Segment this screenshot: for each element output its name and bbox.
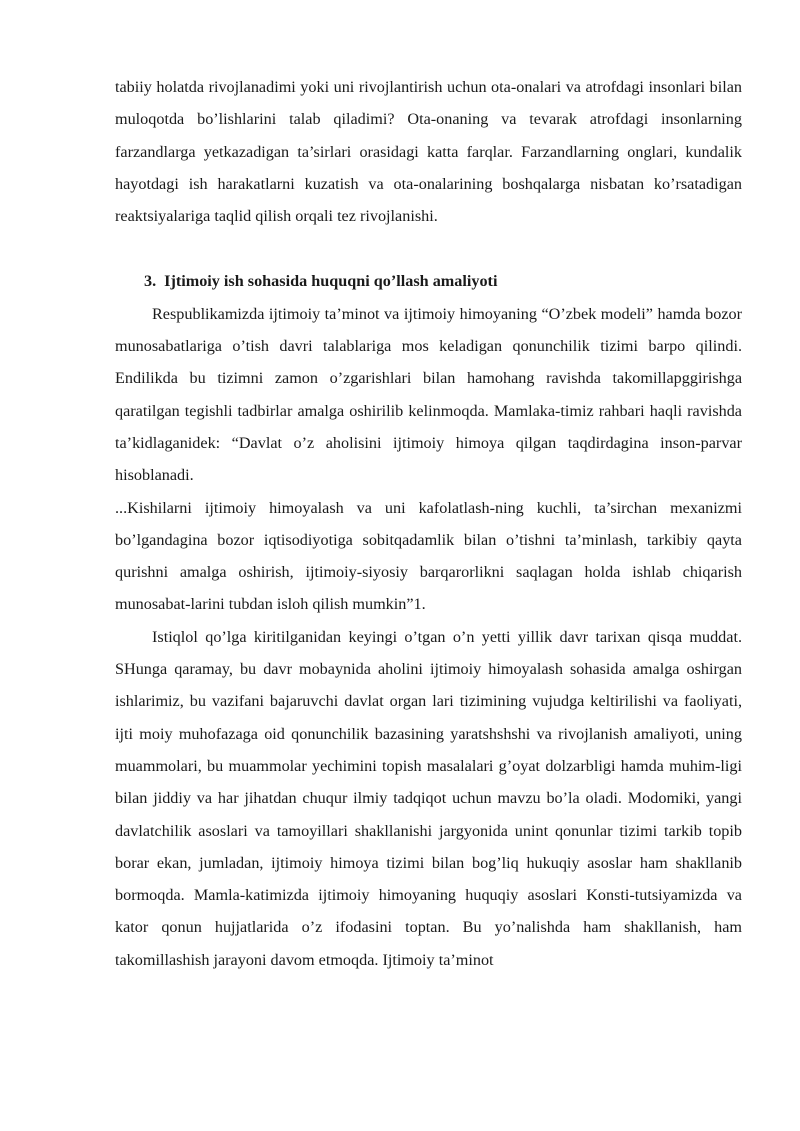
- paragraph-intro: tabiiy holatda rivojlanadimi yoki uni rivojlantirish uchun ota-onalari va atrofdagi insonlari bilan muloqotda bo’lishlarini talab qiladimi? Ota-onaning va tevarak atrofdagi insonlarning farzandlarga yetkazadigan ta’sirlari orasidagi katta farqlar. Farzandlarning onglari, kundalik hayotdagi ish harakatlarni kuzatish va ota-onalarining boshqalarga nisbatan ko’rsatadigan reaktsiyalariga taqlid qilish orqali tez rivojlanishi.: [115, 78, 742, 226]
- section-number: 3.: [144, 272, 157, 291]
- section-title: Ijtimoiy ish sohasida huquqni qo’llash amaliyoti: [164, 272, 498, 291]
- paragraph-gap: [115, 232, 742, 265]
- section-heading: [115, 265, 742, 297]
- paragraph-1: Respublikamizda ijtimoiy ta’minot va ijtimoiy himoyaning “O’zbek modeli” hamda bozor munosabatlariga o’tish davri talablariga mos keladigan qonunchilik tizimi barpo qilindi. Endilikda bu tizimni zamon o’zgarishlari bilan hamohang ravishda takomillapggirishga qaratilgan tegishli tadbirlar amalga oshirilib kelinmoqda. Mamlaka-timiz rahbari haqli ravishda ta’kidlaganidek: “Davlat o’z aholisini ijtimoiy himoya qilgan taqdirdagina inson-parvar hisoblanadi.: [115, 304, 742, 485]
- paragraph-3: Istiqlol qo’lga kiritilganidan keyingi o’tgan o’n yetti yillik davr tarixan qisqa muddat. SHunga qaramay, bu davr mobaynida aholini ijtimoiy himoyalash sohasida amalga oshirgan ishlarimiz, bu vazifani bajaruvchi davlat organ lari tizimining vujudga keltirilishi va faoliyati, ijti moiy muhofazaga oid qonunchilik bazasining yaratshshshi va rivojlanish amaliyoti, uning muammolari, bu muammolar yechimini topish masalalari g’oyat dolzarbligi hamda muhim-ligi bilan jiddiy va har jihatdan chuqur ilmiy tadqiqot uchun mavzu bo’la oladi. Modomiki, yangi davlatchilik asoslari va tamoyillari shakllanishi jargyonida unint qonunlar tizimi tarkib topib borar ekan, jumladan, ijtimoiy himoya tizimi bilan bog’liq hukuqiy asoslar ham shakllanib bormoqda. Mamla-katimizda ijtimoiy himoyaning huquqiy asoslari Konsti-tutsiyamizda va kator qonun hujjatlarida o’z ifodasini toptan. Bu yo’nalishda ham shakllanish, ham takomillashish jarayoni davom etmoqda. Ijtimoiy ta’minot: [115, 627, 742, 969]
- paragraph-2: ...Kishilarni ijtimoiy himoyalash va uni kafolatlash-ning kuchli, ta’sirchan mexanizmi bo’lgandagina bozor iqtisodiyotiga sobitqadamlik bilan o’tishni ta’minlash, tarkibiy qayta qurishni amalga oshirish, ijtimoiy-siyosiy barqarorlikni saqlagan holda ishlab chiqarish munosabat-larini tubdan isloh qilish mumkin”1.: [115, 498, 742, 614]
- body-text: [115, 71, 742, 976]
